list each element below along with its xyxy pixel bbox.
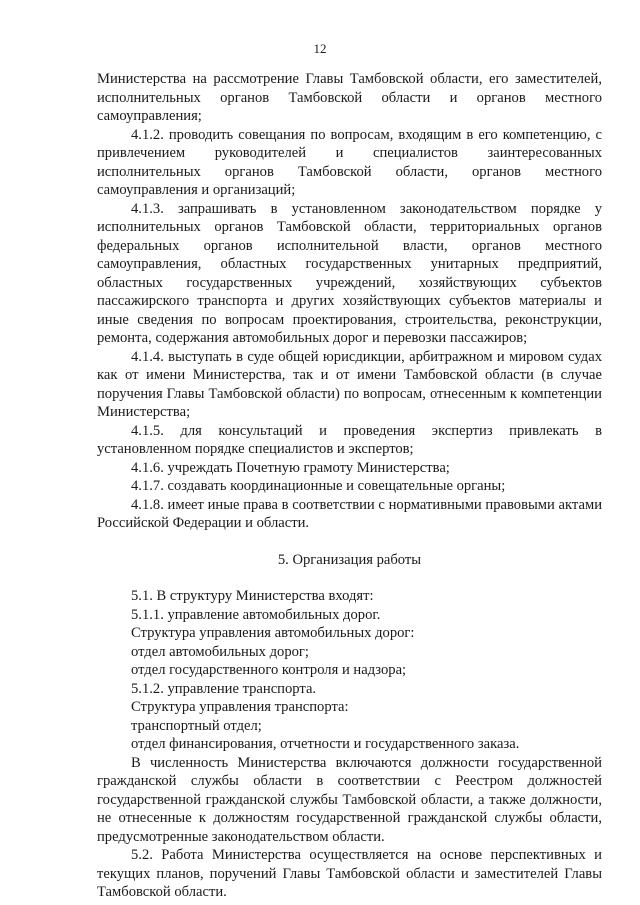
paragraph-5-1-1: 5.1.1. управление автомобильных дорог. [131,606,381,623]
list-heading-roads: Структура управления автомобильных дорог: [131,625,415,641]
paragraph-continuation: Министерства на рассмотрение Главы Тамбовской области, его заместителей, исполнительных органов Тамбовской области и органов местного самоуправления; [97,71,602,124]
paragraph-4-1-2: 4.1.2. проводить совещания по вопросам, входящим в его компетенцию, с привлечением руководителей и специалистов заинтересованных исполнительных органов Тамбовской области, органов местного самоуправления и организаций; [97,126,602,198]
list-item: отдел государственного контроля и надзора; [131,662,407,678]
paragraph-staffing: В численность Министерства включаются должности государственной гражданской службы области в соответствии с Реестром должностей государственной гражданской службы Тамбовской области, а также должности, не отнесенные к должностям государственной гражданской службы области, предусмотренные законодательством области. [97,754,602,845]
paragraph-4-1-3: 4.1.3. запрашивать в установленном законодательством порядке у исполнительных органов Тамбовской области, территориальных органов федеральных органов исполнительной власти, органов местного самоуправления, областных государственных унитарных предприятий, областных государственных учреждений, хозяйствующих субъектов пассажирского транспорта и других хозяйствующих субъектов материалы и иные сведения по вопросам проектирования, строительства, реконструкции, ремонта, содержания автомобильных дорог и перевозки пассажиров; [97,200,602,346]
paragraph-4-1-6: 4.1.6. учреждать Почетную грамоту Министерства; [131,459,450,476]
paragraph-5-2: 5.2. Работа Министерства осуществляется на основе перспективных и текущих планов, поручений Главы Тамбовской области и заместителей Главы Тамбовской области. [97,847,602,900]
list-heading-transport: Структура управления транспорта: [131,699,349,715]
document-body [97,70,602,902]
paragraph-5-1: 5.1. В структуру Министерства входят: [131,588,374,604]
section-heading: 5. Организация работы [277,551,422,568]
paragraph-4-1-8: 4.1.8. имеет иные права в соответствии с нормативными правовыми актами Российской Федерации и области. [97,496,602,531]
paragraph-4-1-4: 4.1.4. выступать в суде общей юрисдикции, арбитражном и мировом судах как от имени Министерства, так и от имени Тамбовской области (в случае поручения Главы Тамбовской области) по вопросам, отнесенным к компетенции Министерства; [97,348,602,420]
paragraph-4-1-7: 4.1.7. создавать координационные и совещательные органы; [131,478,506,494]
list-item: отдел финансирования, отчетности и государственного заказа. [131,736,520,752]
list-item: отдел автомобильных дорог; [131,643,309,660]
list-item: транспортный отдел; [131,717,262,734]
page-number: 12 [313,41,327,56]
paragraph-4-1-5: 4.1.5. для консультаций и проведения экспертиз привлекать в установленном порядке специалистов и экспертов; [97,422,602,457]
paragraph-5-1-2: 5.1.2. управление транспорта. [131,680,317,697]
